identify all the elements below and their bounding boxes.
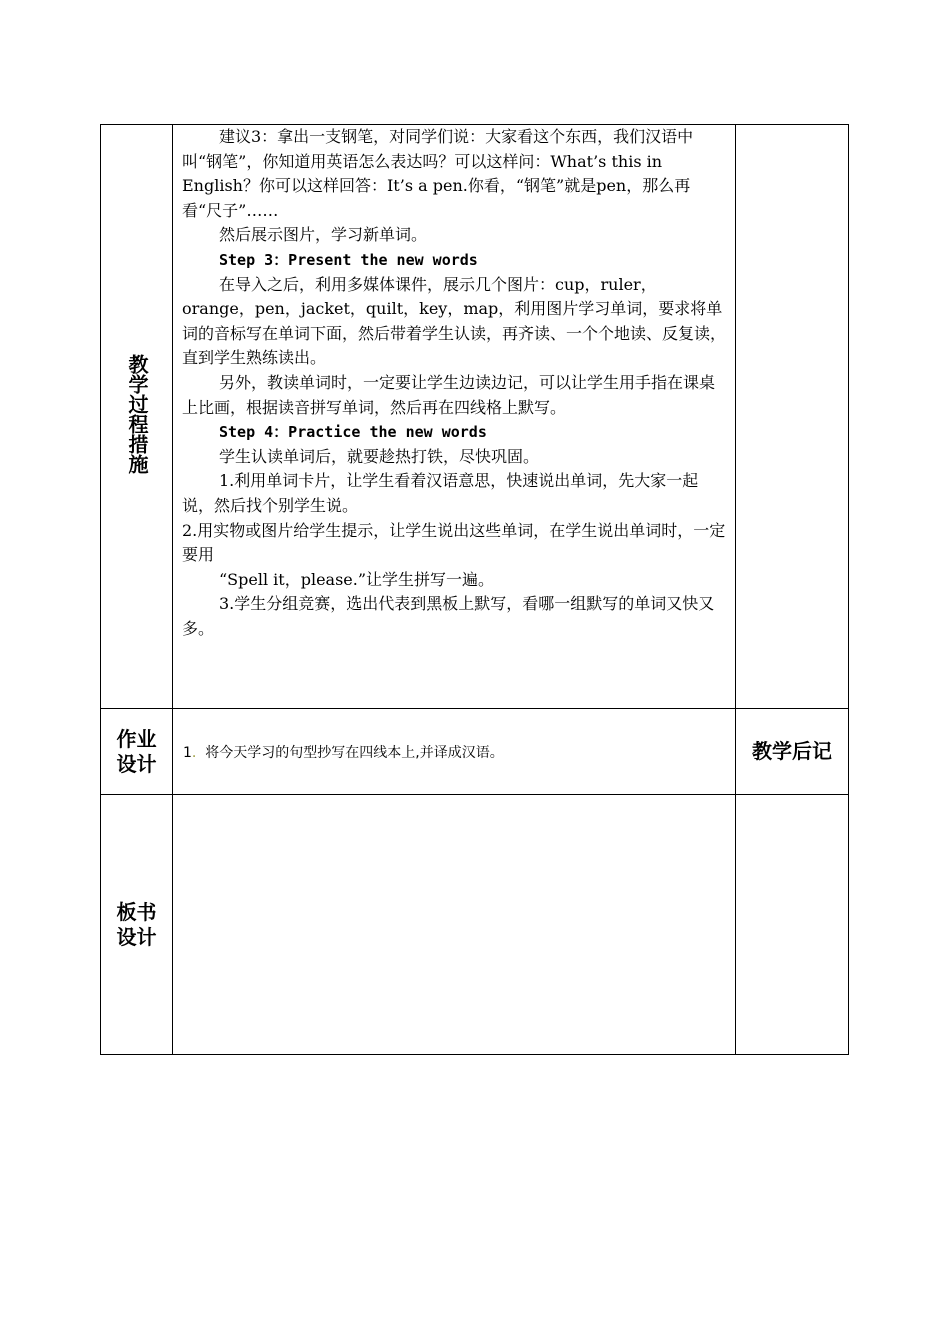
step-heading: Step 4：Practice the new words: [219, 423, 487, 442]
board-content: [173, 795, 736, 1055]
process-paragraph: 在导入之后，利用多媒体课件，展示几个图片：cup，ruler，orange，pen，jacket，quilt，key，map，利用图片学习单词，要求将单词的音标写在单词下面，然后带着学生认读，再齐读、一个个地读、反复读，直到学生熟练读出。: [182, 274, 727, 368]
homework-label-cell: [101, 709, 173, 795]
process-paragraph: “Spell it，please.”让学生拼写一遍。: [219, 569, 495, 589]
homework-text: 将今天学习的句型抄写在四线本上,并译成汉语。: [205, 744, 504, 761]
board-label: 板书 设计: [116, 899, 157, 949]
process-row: [101, 125, 849, 709]
lesson-plan-table: [100, 124, 849, 1055]
homework-number: 1: [183, 744, 192, 761]
homework-dot: .: [191, 744, 197, 761]
board-label-cell: [101, 795, 173, 1055]
process-paragraph: 学生认读单词后，就要趁热打铁，尽快巩固。: [219, 446, 540, 466]
homework-label: 作业 设计: [116, 726, 157, 776]
homework-content: [173, 709, 736, 795]
homework-row: [101, 709, 849, 795]
process-right-cell: [736, 125, 849, 709]
board-right-cell: [736, 795, 849, 1055]
afterword-label-cell: [736, 709, 849, 795]
step-heading: Step 3：Present the new words: [219, 250, 478, 269]
process-content: [173, 125, 736, 709]
process-paragraph: 1.利用单词卡片，让学生看着汉语意思，快速说出单词，先大家一起说，然后找个别学生说。: [182, 471, 699, 515]
process-paragraph: 2.用实物或图片给学生提示，让学生说出这些单词，在学生说出单词时，一定要用: [182, 520, 726, 565]
process-paragraph: 建议3：拿出一支钢笔，对同学们说：大家看这个东西，我们汉语中叫“钢笔”，你知道用英语怎么表达吗？可以这样问：What’s this in English？你可以这样回答：It’s a pen.你看，“钢笔”就是pen，那么再看“尺子”……: [182, 127, 694, 220]
afterword-label: 教学后记: [752, 739, 832, 763]
board-row: [101, 795, 849, 1055]
process-label: 教学过程措施: [125, 353, 149, 474]
process-paragraph: 3.学生分组竞赛，选出代表到黑板上默写，看哪一组默写的单词又快又多。: [182, 594, 715, 638]
process-paragraph: 然后展示图片，学习新单词。: [219, 225, 428, 245]
process-label-cell: [101, 125, 173, 709]
process-paragraph: 另外，教读单词时，一定要让学生边读边记，可以让学生用手指在课桌上比画，根据读音拼写单词，然后再在四线格上默写。: [182, 372, 716, 417]
